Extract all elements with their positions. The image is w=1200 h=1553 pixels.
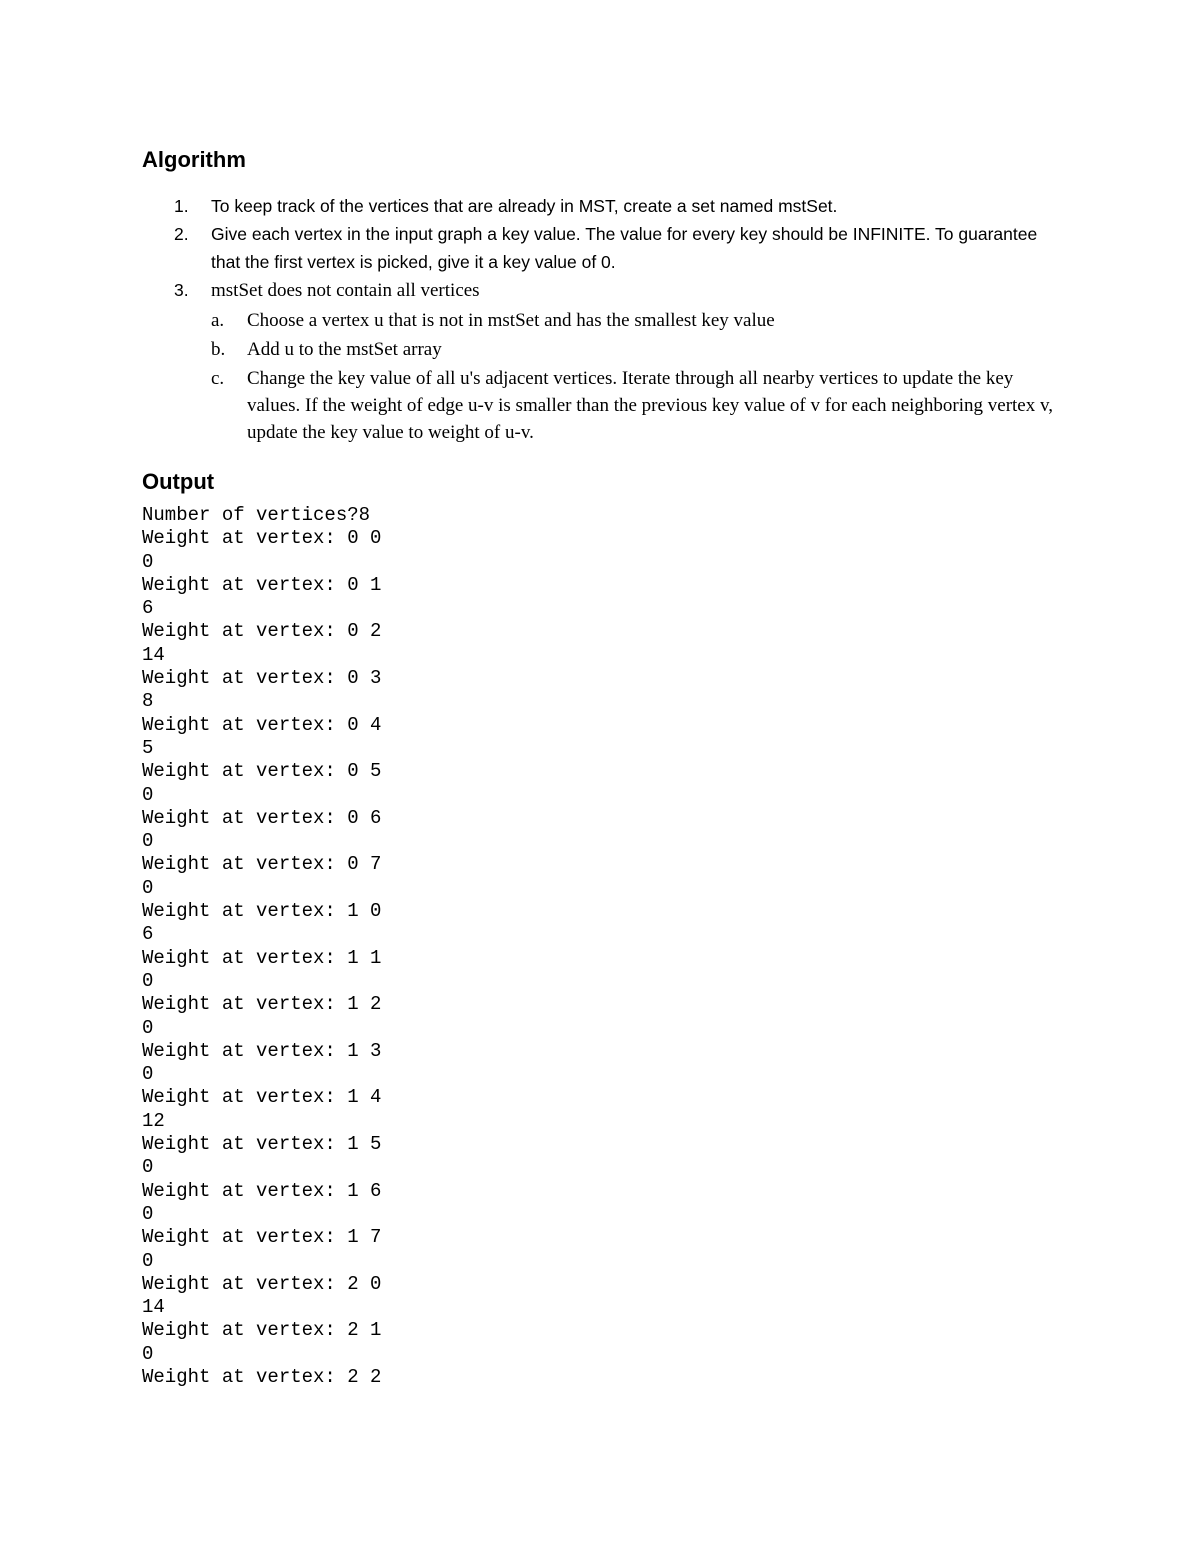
substep-text: Add u to the mstSet array [247, 339, 442, 360]
step-text: mstSet does not contain all vertices [211, 280, 480, 301]
algorithm-step-2 [142, 220, 1062, 276]
algorithm-step-3 [142, 276, 1062, 446]
output-line: Weight at vertex: 0 0 [142, 527, 382, 550]
output-line: Weight at vertex: 1 7 [142, 1226, 382, 1249]
output-line: Weight at vertex: 2 0 [142, 1272, 382, 1295]
output-line: 8 [142, 690, 154, 713]
output-line: 12 [142, 1109, 165, 1132]
output-line: 0 [142, 1063, 154, 1086]
output-line: Weight at vertex: 0 4 [142, 713, 382, 736]
output-line: Weight at vertex: 0 6 [142, 806, 382, 829]
output-line: Number of vertices?8 [142, 504, 371, 526]
algorithm-substeps-list [211, 307, 1062, 446]
output-line: Weight at vertex: 2 1 [142, 1319, 382, 1342]
output-line: 0 [142, 969, 154, 992]
output-line: Weight at vertex: 1 3 [142, 1039, 382, 1062]
step-number: 2. [174, 224, 189, 244]
algorithm-heading: Algorithm [142, 147, 246, 172]
console-output [142, 504, 1062, 1389]
substep-text: Change the key value of all u's adjacent vertices. Iterate through all nearby vertices to update the key values. If the weight of edge u-v is smaller than the previous key value of v for each neighboring vertex v, update the key value to weight of u-v. [247, 368, 1054, 443]
output-line: 0 [142, 1249, 154, 1272]
step-text: Give each vertex in the input graph a key value. The value for every key should be INFINITE. To guarantee that the first vertex is picked, give it a key value of 0. [211, 224, 1038, 272]
output-line: Weight at vertex: 1 5 [142, 1133, 382, 1156]
output-line: Weight at vertex: 2 2 [142, 1365, 382, 1388]
output-line: 5 [142, 736, 154, 759]
substep-letter: c. [211, 368, 225, 389]
algorithm-substep-a [211, 307, 1062, 334]
substep-text: Choose a vertex u that is not in mstSet and has the smallest key value [247, 310, 775, 331]
output-line: 0 [142, 1202, 154, 1225]
output-line: Weight at vertex: 0 3 [142, 667, 382, 690]
output-line: 0 [142, 1156, 154, 1179]
output-line: Weight at vertex: 1 1 [142, 946, 382, 969]
output-line: 0 [142, 783, 154, 806]
output-line: Weight at vertex: 1 6 [142, 1179, 382, 1202]
output-line: 0 [142, 830, 154, 853]
output-line: 0 [142, 876, 154, 899]
step-text: To keep track of the vertices that are already in MST, create a set named mstSet. [211, 196, 838, 216]
output-line: 14 [142, 643, 165, 666]
output-line: 0 [142, 550, 154, 573]
substep-letter: a. [211, 310, 225, 331]
algorithm-steps-list [142, 192, 1062, 446]
substep-letter: b. [211, 339, 226, 360]
output-line: Weight at vertex: 1 4 [142, 1086, 382, 1109]
output-line: 14 [142, 1296, 165, 1319]
output-line: 0 [142, 1016, 154, 1039]
output-line: Weight at vertex: 1 0 [142, 900, 382, 923]
algorithm-step-1 [142, 192, 1062, 220]
document-page [142, 140, 1062, 1389]
output-line: 6 [142, 923, 154, 946]
step-number: 1. [174, 196, 189, 216]
output-heading: Output [142, 469, 215, 494]
algorithm-substep-b [211, 336, 1062, 363]
output-line: 0 [142, 1342, 154, 1365]
output-line: Weight at vertex: 0 7 [142, 853, 382, 876]
output-line: Weight at vertex: 0 2 [142, 620, 382, 643]
output-line: Weight at vertex: 0 5 [142, 760, 382, 783]
algorithm-substep-c [211, 365, 1062, 446]
output-line: Weight at vertex: 0 1 [142, 573, 382, 596]
step-number: 3. [174, 280, 189, 300]
output-line: Weight at vertex: 1 2 [142, 993, 382, 1016]
output-line: 6 [142, 597, 154, 620]
